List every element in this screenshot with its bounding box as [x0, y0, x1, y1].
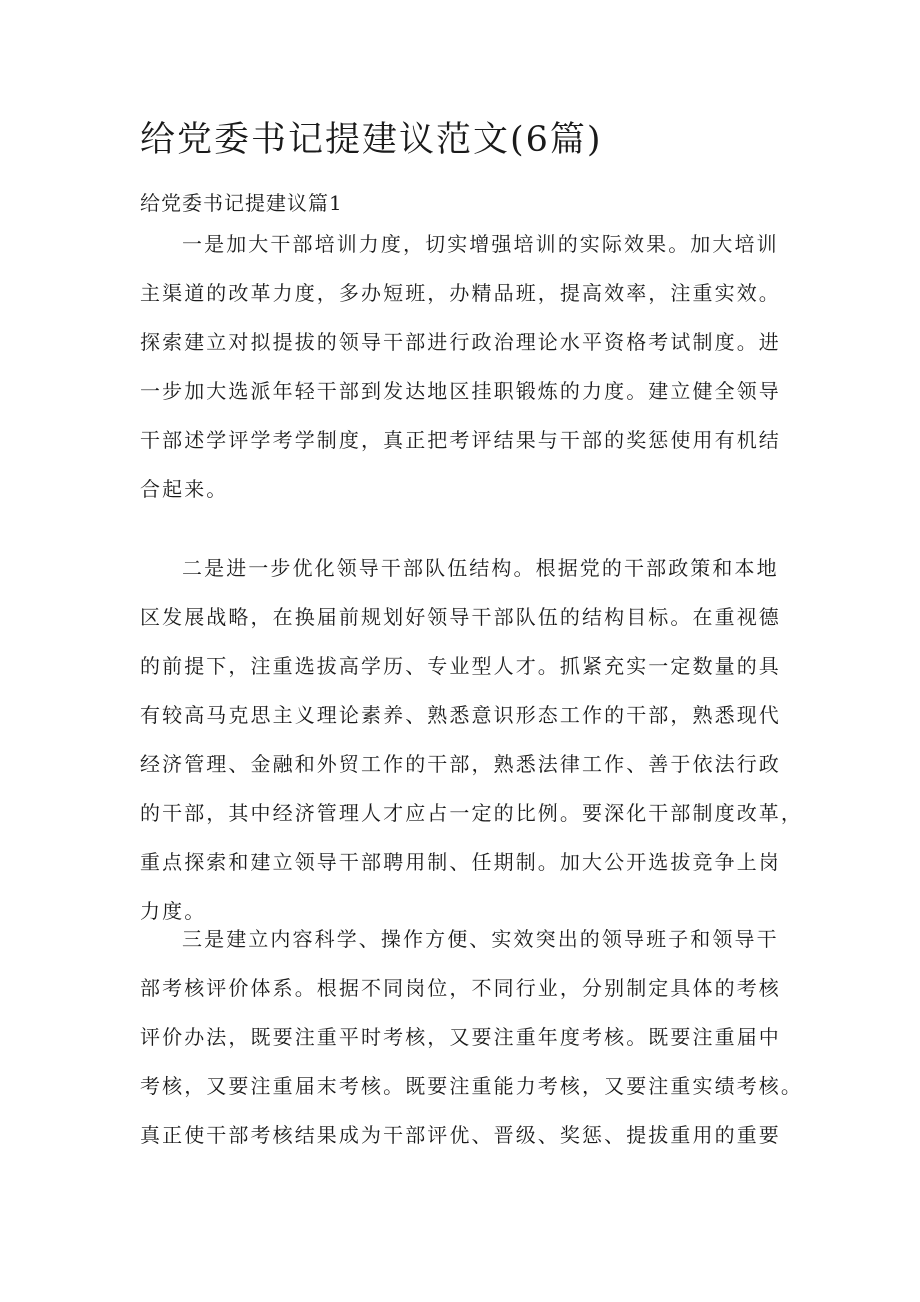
paragraph-line: 区发展战略，在换届前规划好领导干部队伍的结构目标。在重视德 — [140, 605, 781, 629]
paragraph-line: 考核，又要注重届末考核。既要注重能力考核，又要注重实绩考核。 — [140, 1074, 803, 1098]
paragraph-line: 三是建立内容科学、操作方便、实效突出的领导班子和领导干 — [182, 927, 779, 951]
paragraph-line: 重点探索和建立领导干部聘用制、任期制。加大公开选拔竞争上岗 — [140, 850, 781, 874]
paragraph-line: 一是加大干部培训力度，切实增强培训的实际效果。加大培训 — [182, 232, 779, 256]
paragraph-line: 部考核评价体系。根据不同岗位，不同行业，分别制定具体的考核 — [140, 976, 781, 1000]
paragraph-1 — [140, 220, 800, 514]
paragraph-3 — [140, 915, 803, 1160]
paragraph-line: 的前提下，注重选拔高学历、专业型人才。抓紧充实一定数量的具 — [140, 654, 781, 678]
paragraph-line: 主渠道的改革力度，多办短班，办精品班，提高效率，注重实效。 — [140, 281, 781, 305]
paragraph-line: 力度。 — [140, 899, 207, 923]
paragraph-line: 二是进一步优化领导干部队伍结构。根据党的干部政策和本地 — [182, 556, 779, 580]
document-title: 给党委书记提建议范文(6篇) — [140, 120, 603, 160]
paragraph-line: 合起来。 — [140, 477, 229, 501]
paragraph-line: 的干部，其中经济管理人才应占一定的比例。要深化干部制度改革， — [140, 801, 803, 825]
paragraph-line: 真正使干部考核结果成为干部评优、晋级、奖惩、提拔重用的重要 — [140, 1123, 781, 1147]
paragraph-line: 经济管理、金融和外贸工作的干部，熟悉法律工作、善于依法行政 — [140, 752, 781, 776]
paragraph-line: 评价办法，既要注重平时考核，又要注重年度考核。既要注重届中 — [140, 1025, 781, 1049]
paragraph-line: 干部述学评学考学制度，真正把考评结果与干部的奖惩使用有机结 — [140, 428, 781, 452]
paragraph-line: 有较高马克思主义理论素养、熟悉意识形态工作的干部，熟悉现代 — [140, 703, 781, 727]
paragraph-line: 一步加大选派年轻干部到发达地区挂职锻炼的力度。建立健全领导 — [140, 379, 781, 403]
section-heading: 给党委书记提建议篇1 — [140, 191, 343, 215]
paragraph-line: 探索建立对拟提拔的领导干部进行政治理论水平资格考试制度。进 — [140, 330, 781, 354]
paragraph-2 — [140, 544, 803, 936]
